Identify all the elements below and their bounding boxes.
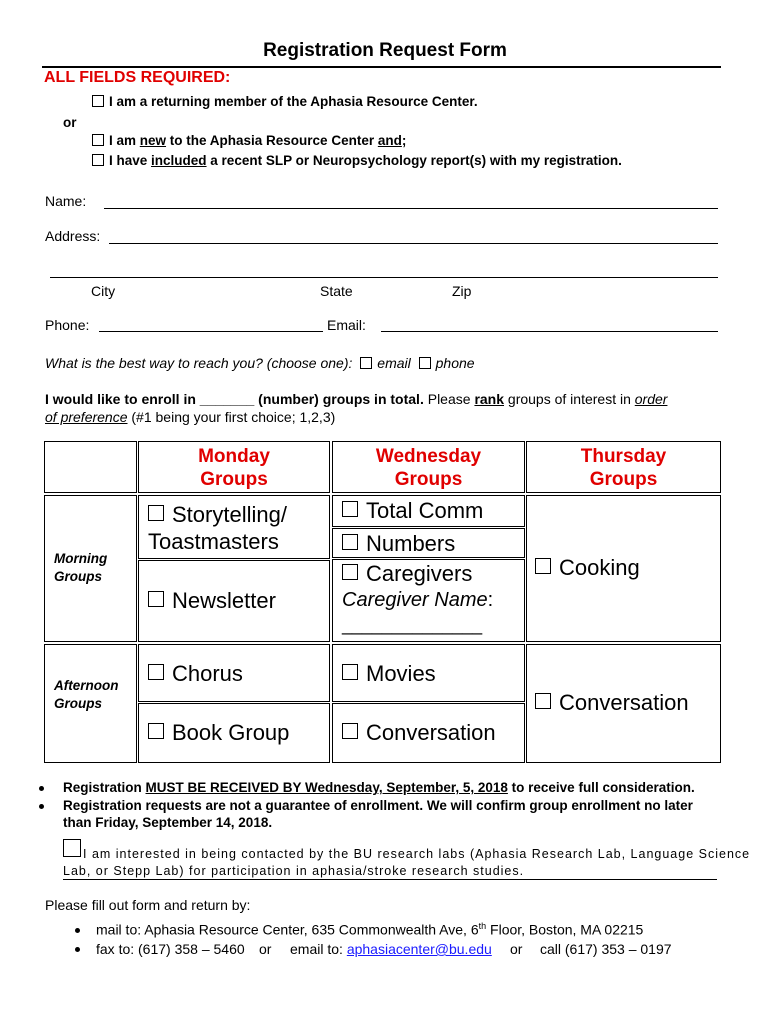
enrollment-note-line1: Registration requests are not a guarantee of enrollment. We will confirm group enrollment no later xyxy=(63,798,693,813)
title-rule xyxy=(42,66,721,68)
checkbox-icon[interactable] xyxy=(342,534,358,550)
research-interest-line2: Lab, or Stepp Lab) for participation in aphasia/stroke research studies. xyxy=(63,864,525,878)
research-interest-line1: I am interested in being contacted by the BU research labs (Aphasia Research Lab, Language Science xyxy=(83,847,751,861)
checkbox-icon[interactable] xyxy=(148,505,164,521)
deadline-note: Registration MUST BE RECEIVED BY Wednesday, September, 5, 2018 to receive full consideration. xyxy=(63,780,695,795)
address-field[interactable] xyxy=(109,243,718,244)
checkbox-icon[interactable] xyxy=(92,134,104,146)
new-member-option[interactable]: I am new to the Aphasia Resource Center and; xyxy=(92,133,406,148)
checkbox-icon[interactable] xyxy=(148,723,164,739)
monday-afternoon-chorus[interactable]: Chorus xyxy=(138,644,330,702)
call-instructions: call (617) 353 – 0197 xyxy=(540,941,672,957)
report-included-option[interactable]: I have included a recent SLP or Neuropsychology report(s) with my registration. xyxy=(92,153,622,168)
wednesday-header: Wednesday Groups xyxy=(332,441,525,493)
checkbox-icon[interactable] xyxy=(342,723,358,739)
email-link[interactable]: aphasiacenter@bu.edu xyxy=(346,941,492,957)
page-title: Registration Request Form xyxy=(263,40,507,61)
or-label: or xyxy=(510,941,523,957)
corner-cell xyxy=(44,441,137,493)
email-instructions: email to: aphasiacenter@bu.edu xyxy=(290,941,492,957)
contact-preference: What is the best way to reach you? (choose one): email phone xyxy=(45,355,475,371)
checkbox-icon[interactable] xyxy=(342,664,358,680)
name-label: Name: xyxy=(45,193,87,209)
fax-instructions: fax to: (617) 358 – 5460 xyxy=(96,941,245,957)
research-checkbox-icon[interactable] xyxy=(63,839,81,857)
checkbox-icon[interactable] xyxy=(148,591,164,607)
city-label: City xyxy=(91,283,116,299)
email-checkbox-icon[interactable] xyxy=(360,357,372,369)
checkbox-icon[interactable] xyxy=(342,564,358,580)
required-label: ALL FIELDS REQUIRED: xyxy=(44,69,231,86)
checkbox-icon[interactable] xyxy=(92,95,104,107)
monday-header: Monday Groups xyxy=(138,441,330,493)
wednesday-morning-total-comm[interactable]: Total Comm xyxy=(332,495,525,527)
phone-checkbox-icon[interactable] xyxy=(419,357,431,369)
checkbox-icon[interactable] xyxy=(342,501,358,517)
phone-label: Phone: xyxy=(45,317,90,333)
monday-morning-storytelling[interactable]: Storytelling/ Toastmasters xyxy=(138,495,330,559)
bullet-icon xyxy=(75,947,80,952)
caregiver-name-field[interactable]: ______________ xyxy=(342,615,483,635)
enroll-instructions-cont: of preference (#1 being your first choice; 1,2,3) xyxy=(45,409,336,425)
or-label: or xyxy=(259,941,272,957)
thursday-afternoon-conversation[interactable]: Conversation xyxy=(526,644,721,763)
research-rule xyxy=(63,879,717,880)
return-heading: Please fill out form and return by: xyxy=(45,897,251,913)
state-label: State xyxy=(320,283,353,299)
address-line-2-field[interactable] xyxy=(50,277,718,278)
or-label: or xyxy=(63,115,77,130)
wednesday-afternoon-movies[interactable]: Movies xyxy=(332,644,525,702)
afternoon-row-label: Afternoon Groups xyxy=(44,644,137,763)
wednesday-morning-numbers[interactable]: Numbers xyxy=(332,528,525,558)
enroll-instructions: I would like to enroll in _______ (number) groups in total. Please rank groups of interest in order xyxy=(45,391,668,407)
wednesday-afternoon-conversation[interactable]: Conversation xyxy=(332,703,525,763)
monday-afternoon-book-group[interactable]: Book Group xyxy=(138,703,330,763)
checkbox-icon[interactable] xyxy=(92,154,104,166)
checkbox-icon[interactable] xyxy=(535,693,551,709)
thursday-header: Thursday Groups xyxy=(526,441,721,493)
morning-row-label: Morning Groups xyxy=(44,495,137,642)
name-field[interactable] xyxy=(104,208,718,209)
monday-morning-newsletter[interactable]: Newsletter xyxy=(138,560,330,642)
bullet-icon xyxy=(75,928,80,933)
phone-field[interactable] xyxy=(99,331,323,332)
thursday-morning-cooking[interactable]: Cooking xyxy=(526,495,721,642)
bullet-icon xyxy=(39,786,44,791)
checkbox-icon[interactable] xyxy=(535,558,551,574)
enrollment-note-line2: than Friday, September 14, 2018. xyxy=(63,815,273,830)
address-label: Address: xyxy=(45,228,101,244)
email-field[interactable] xyxy=(381,331,718,332)
checkbox-icon[interactable] xyxy=(148,664,164,680)
returning-member-option[interactable]: I am a returning member of the Aphasia Resource Center. xyxy=(92,94,478,109)
zip-label: Zip xyxy=(452,283,472,299)
wednesday-morning-caregivers[interactable]: Caregivers Caregiver Name: ______________ xyxy=(332,559,525,642)
mail-instructions: mail to: Aphasia Resource Center, 635 Commonwealth Ave, 6th Floor, Boston, MA 02215 xyxy=(96,921,644,938)
email-label: Email: xyxy=(327,317,366,333)
bullet-icon xyxy=(39,804,44,809)
